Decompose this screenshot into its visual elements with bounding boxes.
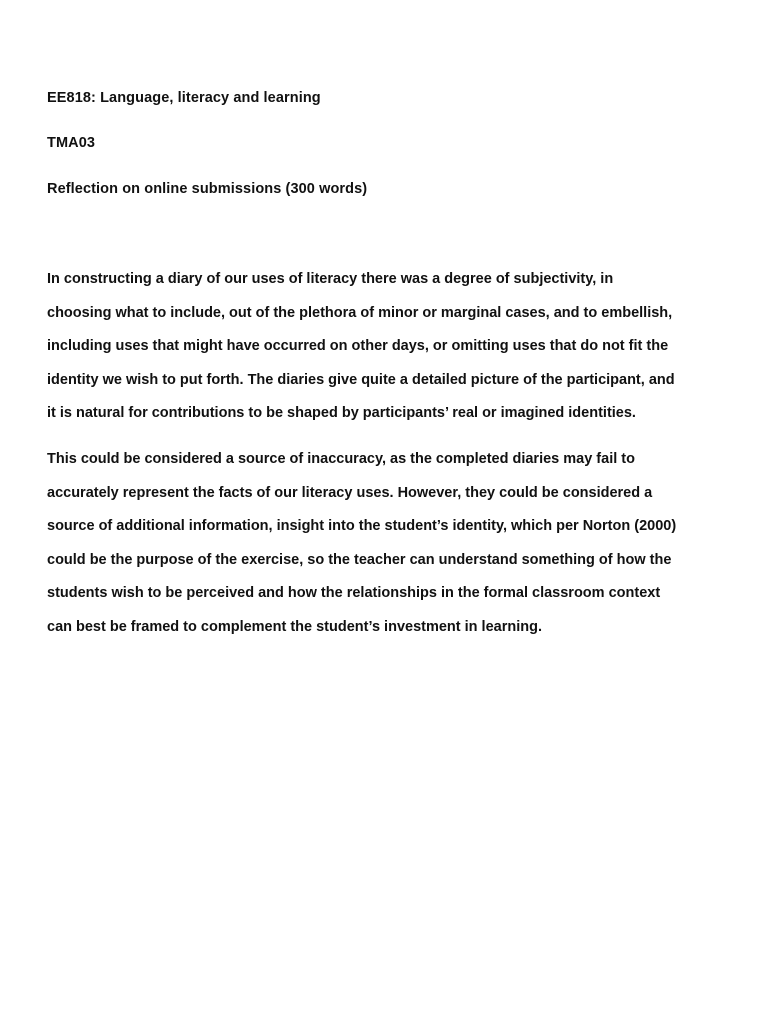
paragraph-line: could be the purpose of the exercise, so the teacher can understand something of how the	[47, 551, 672, 568]
paragraph-line: identity we wish to put forth. The diaries give quite a detailed picture of the participant, and	[47, 371, 675, 388]
document-subtitle: Reflection on online submissions (300 words)	[47, 181, 368, 197]
paragraph-line: This could be considered a source of inaccuracy, as the completed diaries may fail to	[47, 451, 635, 467]
paragraph-line: can best be framed to complement the student’s investment in learning.	[47, 618, 542, 635]
paragraph-line: In constructing a diary of our uses of literacy there was a degree of subjectivity, in	[47, 271, 614, 287]
paragraph-line: it is natural for contributions to be shaped by participants’ real or imagined identities.	[47, 405, 636, 422]
paragraph-line: including uses that might have occurred on other days, or omitting uses that do not fit the	[47, 338, 669, 355]
paragraph-line: choosing what to include, out of the plethora of minor or marginal cases, and to embellish,	[47, 304, 673, 321]
assignment-code: TMA03	[47, 135, 96, 151]
paragraph-line: accurately represent the facts of our literacy uses. However, they could be considered a	[47, 484, 653, 501]
body-paragraph-2	[47, 443, 737, 645]
course-title: EE818: Language, literacy and learning	[47, 90, 321, 106]
paragraph-line: students wish to be perceived and how the relationships in the formal classroom context	[47, 585, 661, 602]
paragraph-line: source of additional information, insight into the student’s identity, which per Norton (2000)	[47, 518, 677, 535]
body-paragraph-1	[47, 263, 737, 431]
